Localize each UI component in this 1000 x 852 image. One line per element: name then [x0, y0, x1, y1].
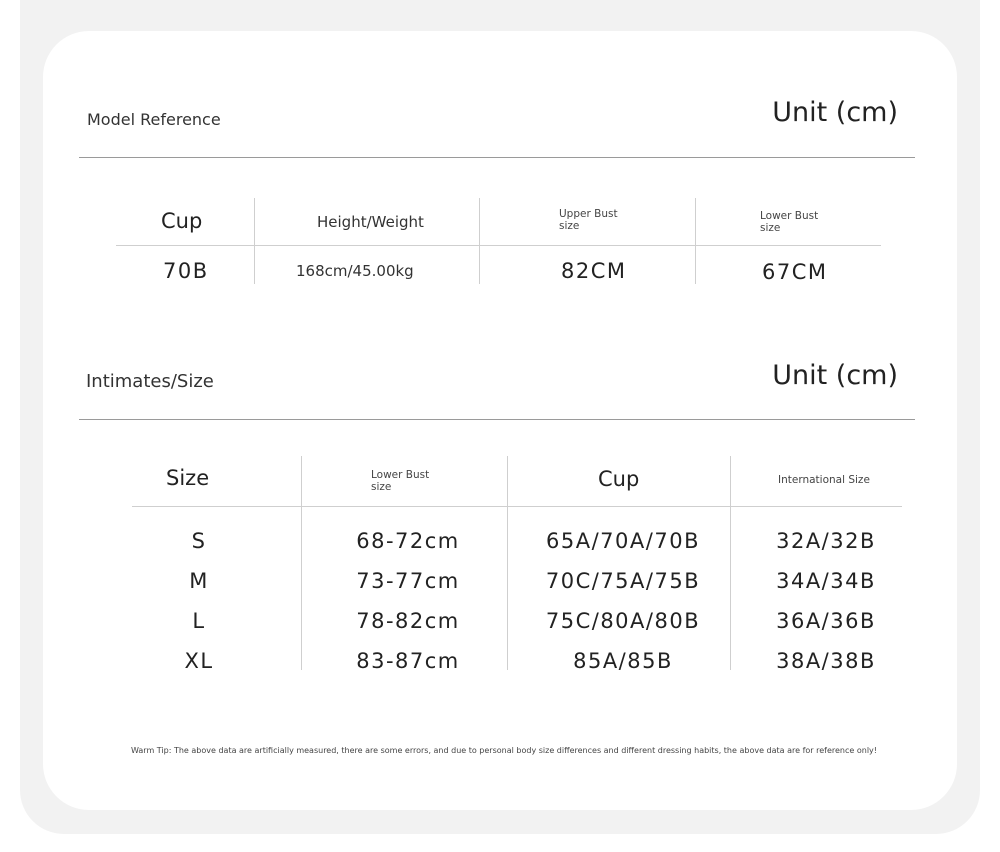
model-reference-divider [79, 157, 915, 158]
value-height-weight: 168cm/45.00kg [296, 262, 414, 280]
value-cup: 70B [163, 259, 209, 283]
international-size-cell: 36A/36B [776, 609, 876, 633]
size-cell: S [191, 529, 207, 553]
header-lower-bust: Lower Bust size [760, 210, 819, 234]
cup-cell: 65A/70A/70B [546, 529, 700, 553]
intimates-size-title: Intimates/Size [86, 371, 214, 392]
value-upper-bust: 82CM [561, 259, 627, 283]
lower-bust-cell: 68-72cm [356, 529, 460, 553]
intimates-size-divider [79, 419, 915, 420]
column-divider [301, 456, 302, 670]
size-cell: XL [184, 649, 214, 673]
header-upper-bust: Upper Bust size [559, 208, 618, 232]
cup-cell: 85A/85B [573, 649, 673, 673]
international-size-cell: 32A/32B [776, 529, 876, 553]
model-reference-unit: Unit (cm) [772, 97, 898, 128]
size-chart-card [43, 31, 957, 810]
lower-bust-cell: 73-77cm [356, 569, 460, 593]
value-lower-bust: 67CM [762, 260, 828, 284]
warm-tip: Warm Tip: The above data are artificially measured, there are some errors, and due to personal body size differences and different dressing habits, the above data are for reference only! [131, 746, 877, 755]
intimates-size-unit: Unit (cm) [772, 360, 898, 391]
header-size: Size [166, 466, 210, 490]
header-height-weight: Height/Weight [317, 213, 424, 231]
header-cup: Cup [161, 209, 203, 233]
size-cell: L [192, 609, 206, 633]
column-divider [507, 456, 508, 670]
header-cup: Cup [598, 467, 640, 491]
header-lower-bust: Lower Bust size [371, 469, 430, 493]
cup-cell: 75C/80A/80B [545, 609, 701, 633]
size-cell: M [189, 569, 209, 593]
column-divider [730, 456, 731, 670]
cup-cell: 70C/75A/75B [545, 569, 701, 593]
column-divider [479, 198, 480, 284]
column-divider [254, 198, 255, 284]
model-reference-title: Model Reference [87, 110, 221, 129]
column-divider [695, 198, 696, 284]
lower-bust-cell: 78-82cm [356, 609, 460, 633]
table-header-divider [116, 245, 881, 246]
international-size-cell: 38A/38B [776, 649, 876, 673]
table-header-divider [132, 506, 902, 507]
international-size-cell: 34A/34B [776, 569, 876, 593]
header-international-size: International Size [778, 474, 870, 486]
lower-bust-cell: 83-87cm [356, 649, 460, 673]
